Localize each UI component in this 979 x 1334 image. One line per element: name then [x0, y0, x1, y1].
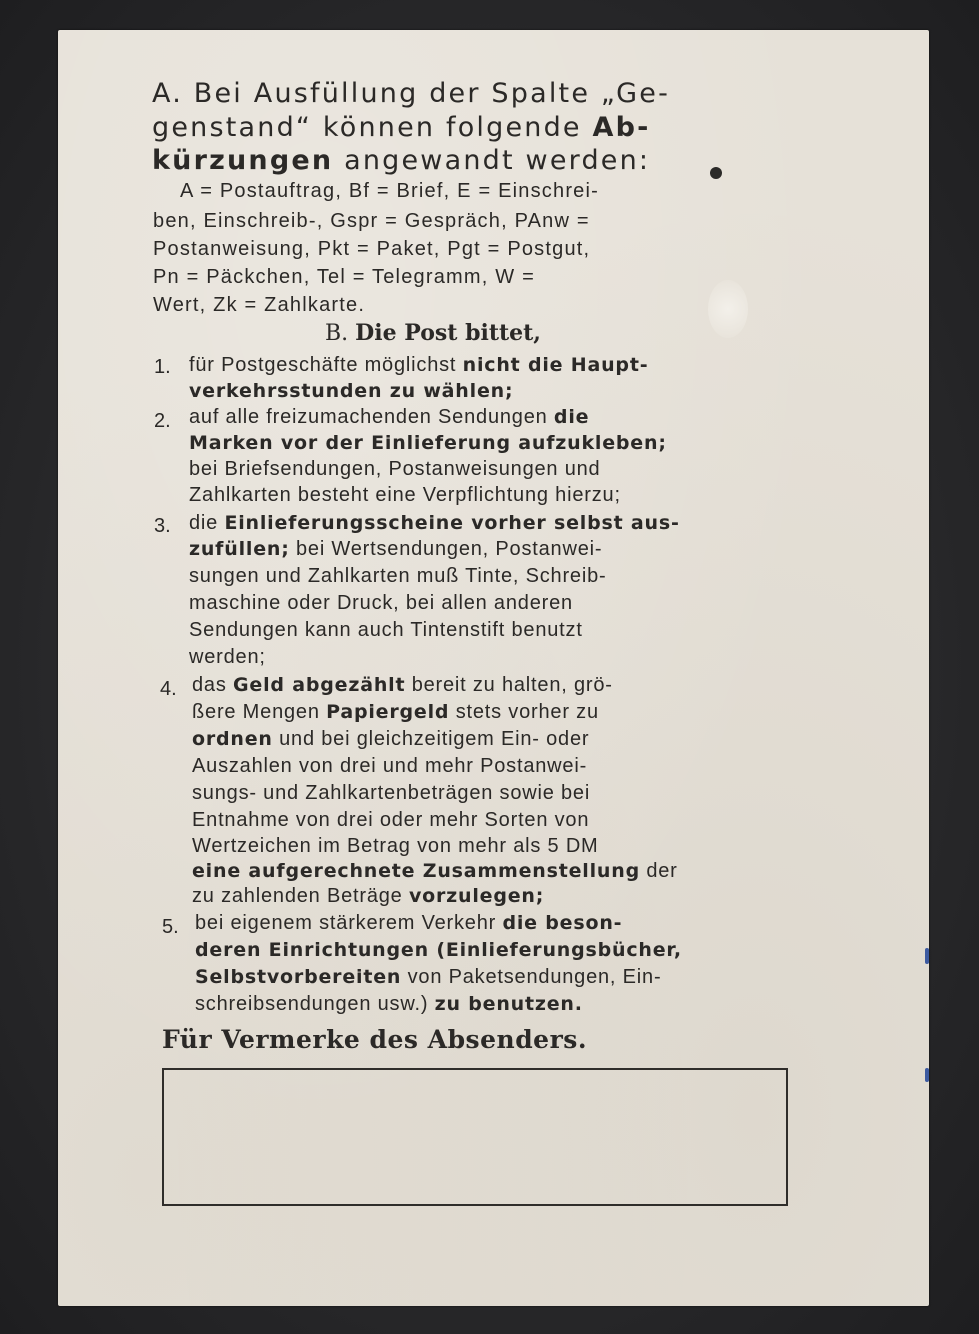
item-bold-text: Marken vor der Einlieferung aufzukleben;: [189, 432, 667, 454]
item-bold-text: die beson-: [502, 912, 623, 934]
item-bold-text: eine aufgerechnete Zusammenstellung: [192, 860, 640, 882]
item-text: von Paketsendungen, Ein-: [401, 966, 662, 988]
stamp-ink-mark: [925, 1068, 929, 1082]
section-a-bold-text: Ab-: [592, 112, 651, 143]
item3-line3: sungen und Zahlkarten muß Tinte, Schreib-: [189, 565, 607, 587]
section-b-title-bold: Die Post bittet,: [355, 320, 541, 346]
item3-line6: werden;: [189, 646, 266, 668]
item4-line2: [192, 701, 599, 724]
abbreviation-line: Postanweisung, Pkt = Paket, Pgt = Postgut,: [153, 238, 591, 260]
section-a-text: genstand“ können folgende: [152, 112, 593, 143]
abbreviation-line: Wert, Zk = Zahlkarte.: [153, 294, 366, 316]
section-a-text: A. Bei Ausfüllung der Spalte „Ge-: [152, 78, 671, 109]
item5-line1: [195, 912, 622, 935]
abbreviation-line: ben, Einschreib-, Gspr = Gespräch, PAnw =: [153, 210, 590, 232]
item4-line5: sungs- und Zahlkartenbeträgen sowie bei: [192, 782, 591, 804]
item4-line1: [192, 674, 613, 697]
item-text: für Postgeschäfte möglichst: [189, 354, 463, 376]
item1-line1: [189, 354, 648, 377]
item2-line3: bei Briefsendungen, Postanweisungen und: [189, 458, 601, 480]
item-text: bei eigenem stärkerem Verkehr: [195, 912, 503, 934]
item4-line6: Entnahme von drei oder mehr Sorten von: [192, 809, 590, 831]
item4-line8: [192, 860, 678, 883]
item-number: 2.: [154, 410, 171, 432]
item-bold-text: Selbstvorbereiten: [195, 966, 402, 988]
item-text: stets vorher zu: [449, 701, 599, 723]
item2-line1: [189, 406, 589, 429]
item-text: die: [189, 512, 225, 534]
section-a-heading-line3: [152, 145, 650, 176]
item-text: und bei gleichzeitigem Ein- oder: [272, 728, 590, 750]
item-text: ßere Mengen: [192, 701, 327, 723]
item-bold-text: Geld abgezählt: [233, 674, 406, 696]
item-number: 3.: [154, 515, 171, 537]
abbreviation-line: A = Postauftrag, Bf = Brief, E = Einschrei-: [180, 180, 600, 202]
item-text: zu zahlenden Beträge: [192, 885, 409, 907]
paper-damage: [708, 280, 748, 338]
item4-line9: [192, 885, 544, 908]
item4-line4: Auszahlen von drei und mehr Postanwei-: [192, 755, 588, 777]
sender-notes-heading: Für Vermerke des Absenders.: [162, 1025, 588, 1054]
item2-line2: [189, 432, 667, 455]
item3-line1: [189, 512, 680, 535]
item-bold-text: ordnen: [192, 728, 273, 750]
item5-line3: [195, 966, 661, 989]
item-text: der: [639, 860, 678, 882]
item-number: 1.: [154, 356, 171, 378]
section-b-title-prefix: B.: [325, 321, 356, 346]
sender-notes-box[interactable]: [162, 1068, 788, 1206]
item-text: bei Wertsendungen, Postanwei-: [289, 538, 603, 560]
item-text: bereit zu halten, grö-: [405, 674, 613, 696]
item-text: schreibsendungen usw.): [195, 993, 435, 1015]
item5-line2: [195, 939, 682, 962]
section-a-heading-line1: [152, 78, 670, 109]
item-number: 4.: [160, 678, 177, 700]
item-bold-text: verkehrsstunden zu wählen;: [189, 380, 514, 402]
item-bold-text: zufüllen;: [189, 538, 290, 560]
section-a-heading-line2: [152, 112, 651, 143]
item-bold-text: deren Einrichtungen (Einlieferungsbücher,: [195, 939, 682, 961]
section-a-text: angewandt werden:: [333, 145, 651, 176]
section-b-title: [325, 320, 541, 346]
item-text: das: [192, 674, 234, 696]
section-a-bold-text: kürzungen: [152, 145, 334, 176]
item-bold-text: Papiergeld: [326, 701, 450, 723]
item5-line4: [195, 993, 583, 1016]
item-text: auf alle freizumachenden Sendungen: [189, 406, 554, 428]
item4-line7: Wertzeichen im Betrag von mehr als 5 DM: [192, 835, 599, 857]
item3-line4: maschine oder Druck, bei allen anderen: [189, 592, 573, 614]
item-bold-text: die: [553, 406, 590, 428]
item4-line3: [192, 728, 589, 751]
item-bold-text: vorzulegen;: [408, 885, 545, 907]
abbreviation-line: Pn = Päckchen, Tel = Telegramm, W =: [153, 266, 535, 288]
item3-line5: Sendungen kann auch Tintenstift benutzt: [189, 619, 583, 641]
punch-hole: [710, 167, 722, 179]
item-bold-text: nicht die Haupt-: [462, 354, 649, 376]
item3-line2: [189, 538, 602, 561]
item-bold-text: zu benutzen.: [434, 993, 583, 1015]
item2-line4: Zahlkarten besteht eine Verpflichtung hierzu;: [189, 484, 621, 506]
item1-line2: [189, 380, 513, 403]
item-bold-text: Einlieferungsscheine vorher selbst aus-: [224, 512, 680, 534]
item-number: 5.: [162, 916, 179, 938]
stamp-ink-mark: [925, 948, 929, 964]
